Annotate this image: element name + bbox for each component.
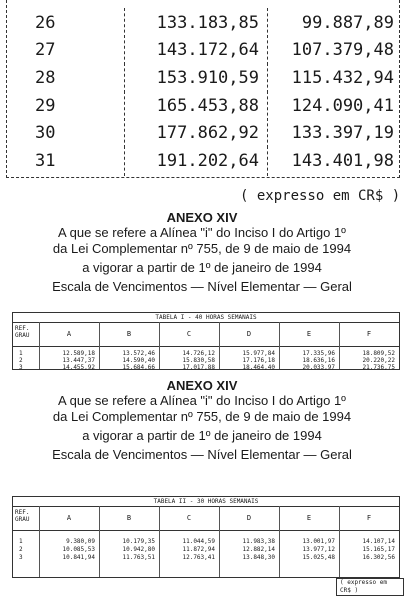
ref-grau-header: REF. GRAU — [15, 509, 30, 523]
annex-heading — [0, 378, 404, 463]
value-cell: 15.977,84 — [242, 350, 275, 357]
salary-table-2 — [12, 496, 400, 578]
annex-title: ANEXO XIV — [166, 378, 238, 393]
value-cell: 99.887,89 — [301, 13, 394, 33]
value-cell: 21.736,75 — [362, 364, 395, 371]
value-cell: 14.590,40 — [122, 357, 155, 364]
column-header: C — [186, 514, 192, 522]
table-row — [7, 146, 399, 176]
column-header: C — [186, 330, 192, 338]
value-cell: 10.085,53 — [62, 546, 95, 553]
column-header: F — [366, 330, 372, 338]
table-title: TABELA I - 40 HORAS SEMANAIS — [13, 313, 399, 323]
ref-cell: 2 — [19, 357, 23, 364]
column-header: B — [126, 330, 132, 338]
currency-note: ( expresso em CR$ ) — [240, 188, 401, 204]
value-cell: 124.090,41 — [291, 96, 394, 116]
annex-title: ANEXO XIV — [166, 210, 238, 225]
table-title: TABELA II - 30 HORAS SEMANAIS — [13, 497, 399, 507]
annex-line: da Lei Complementar nº 755, de 9 de maio de 1994 — [52, 241, 352, 256]
grau-cell: 28 — [35, 68, 56, 88]
table-row — [7, 8, 399, 38]
column-header: D — [246, 514, 252, 522]
value-cell: 14.107,14 — [362, 538, 395, 545]
table-header — [13, 322, 399, 347]
table-row — [7, 91, 399, 121]
value-cell: 15.165,17 — [362, 546, 395, 553]
column-header: A — [66, 514, 72, 522]
value-cell: 18.636,16 — [302, 357, 335, 364]
value-cell: 11.044,59 — [182, 538, 215, 545]
value-cell: 153.910,59 — [156, 68, 259, 88]
value-cell: 13.447,37 — [62, 357, 95, 364]
value-cell: 177.862,92 — [156, 123, 259, 143]
column-header: F — [366, 514, 372, 522]
value-cell: 10.942,80 — [122, 546, 155, 553]
column-header: D — [246, 330, 252, 338]
value-cell: 107.379,48 — [291, 40, 394, 60]
table-row — [7, 118, 399, 148]
annex-line: A que se refere a Alínea "i" do Inciso I do Artigo 1º — [58, 393, 346, 408]
column-header: E — [306, 514, 312, 522]
value-cell: 18.809,52 — [362, 350, 395, 357]
annex-line: a vigorar a partir de 1º de janeiro de 1994 — [82, 428, 322, 443]
value-cell: 11.983,38 — [242, 538, 275, 545]
grau-cell: 26 — [35, 13, 56, 33]
table-header — [13, 506, 399, 531]
value-cell: 143.401,98 — [291, 151, 394, 171]
value-cell: 9.380,09 — [66, 538, 95, 545]
value-cell: 191.202,64 — [156, 151, 259, 171]
value-cell: 17.017,88 — [182, 364, 215, 371]
value-cell: 133.183,85 — [156, 13, 259, 33]
annex-heading — [0, 210, 404, 295]
value-cell: 10.841,94 — [62, 554, 95, 561]
ref-cell: 3 — [19, 364, 23, 371]
ref-cell: 1 — [19, 538, 23, 545]
value-cell: 13.572,46 — [122, 350, 155, 357]
value-cell: 17.335,96 — [302, 350, 335, 357]
value-cell: 20.220,22 — [362, 357, 395, 364]
currency-note: ( expresso em CR$ ) — [336, 578, 404, 596]
annex-line: Escala de Vencimentos — Nível Elementar — Geral — [52, 447, 352, 462]
value-cell: 15.025,48 — [302, 554, 335, 561]
column-header: E — [306, 330, 312, 338]
grau-cell: 31 — [35, 151, 56, 171]
table-row — [7, 35, 399, 65]
value-cell: 12.763,41 — [182, 554, 215, 561]
value-cell: 13.977,12 — [302, 546, 335, 553]
value-cell: 18.464,40 — [242, 364, 275, 371]
table-row — [13, 363, 399, 373]
ref-grau-header: REF. GRAU — [15, 325, 30, 339]
annex-line: a vigorar a partir de 1º de janeiro de 1994 — [82, 260, 322, 275]
value-cell: 115.432,94 — [291, 68, 394, 88]
value-cell: 12.589,18 — [62, 350, 95, 357]
value-cell: 143.172,64 — [156, 40, 259, 60]
annex-line: A que se refere a Alínea "i" do Inciso I do Artigo 1º — [58, 225, 346, 240]
value-cell: 15.830,58 — [182, 357, 215, 364]
annex-line: Escala de Vencimentos — Nível Elementar — Geral — [52, 279, 352, 294]
value-cell: 13.848,30 — [242, 554, 275, 561]
grau-cell: 27 — [35, 40, 56, 60]
value-cell: 14.455,92 — [62, 364, 95, 371]
annex-line: da Lei Complementar nº 755, de 9 de maio de 1994 — [52, 409, 352, 424]
value-cell: 20.033,97 — [302, 364, 335, 371]
value-cell: 10.179,35 — [122, 538, 155, 545]
column-header: B — [126, 514, 132, 522]
value-cell: 165.453,88 — [156, 96, 259, 116]
value-cell: 12.882,14 — [242, 546, 275, 553]
column-header: A — [66, 330, 72, 338]
value-cell: 133.397,19 — [291, 123, 394, 143]
table-row — [13, 553, 399, 563]
value-cell: 11.763,51 — [122, 554, 155, 561]
salary-table-continuation — [6, 0, 400, 178]
value-cell: 11.872,94 — [182, 546, 215, 553]
value-cell: 14.726,12 — [182, 350, 215, 357]
salary-table-1 — [12, 312, 400, 370]
value-cell: 17.176,18 — [242, 357, 275, 364]
ref-cell: 3 — [19, 554, 23, 561]
value-cell: 15.684,66 — [122, 364, 155, 371]
ref-cell: 2 — [19, 546, 23, 553]
grau-cell: 29 — [35, 96, 56, 116]
table-row — [7, 63, 399, 93]
grau-cell: 30 — [35, 123, 56, 143]
ref-cell: 1 — [19, 350, 23, 357]
value-cell: 16.302,56 — [362, 554, 395, 561]
value-cell: 13.001,97 — [302, 538, 335, 545]
